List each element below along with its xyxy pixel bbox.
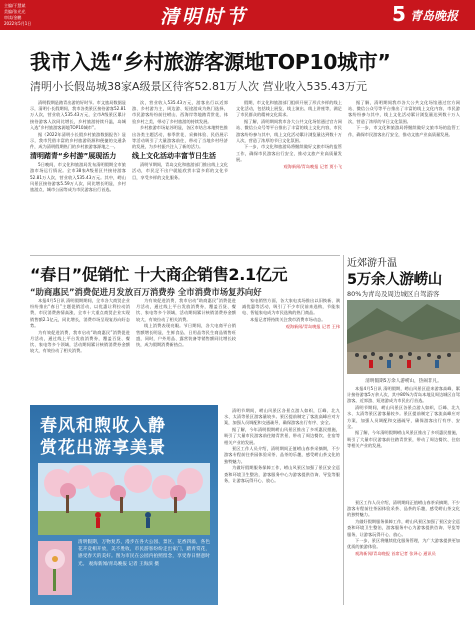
story3-column-1	[347, 386, 460, 498]
photo-feature	[30, 405, 218, 605]
paragraph: 清明节期间，崂山风景区各景点游人如织，巨峰、北九水、太清等景区游客量较多。景区提前制定了客流高峰应对方案，加强人员调配和交通疏导，确保游客出行有序、安全。	[224, 408, 340, 426]
paragraph: 为做好假期服务保障工作，崂山风景区加强了景区安全巡查和环境卫生整治，游客服务中心为游客提供咨询、导览等服务，让游客玩得开心、放心。	[224, 465, 340, 483]
feature-byline: 观海新闻/青岛晚报 记者 王海滨 摄	[88, 561, 159, 567]
story3-photo-caption: 清明假期5万余人游崂山，热闹非凡。	[365, 379, 442, 384]
paragraph: 据了解，今年清明假期崂山风景区推出了多项惠民措施，吸引了大量市民游客前往踏青赏景，带动了周边餐饮、住宿等相关产业的发展。	[224, 427, 340, 445]
story2-headline: “春日”促销忙 十大商企销售2.1亿元	[30, 265, 288, 284]
story2-subhead: “助商惠民”消费促进月发放百万消费券 全市消费市场复苏向好	[30, 287, 262, 297]
page-number: 5	[392, 2, 406, 26]
paragraph: 假期，市文化和旅游部门组织开展了形式多样的线上文化活动，包括线上展览、线上演出、线上讲座等，满足了市民群众的精神文化需求。	[236, 100, 342, 118]
lead-headline: 我市入选“乡村旅游客源地TOP10城市”	[30, 50, 391, 74]
paragraph: 本报记者将持续关注我市消费市场动态。	[250, 317, 326, 323]
paragraph: 据了解，清明期间我市各大公共文化场馆通过官方网站、微信公众号等平台推出了丰富的线上文化内容，市民游客纷纷参与其中，线上文化活动累计浏览量达到数十万人次，营造了浓厚的节日文化氛围。	[348, 100, 460, 124]
masthead	[0, 0, 475, 30]
paragraph: 为做好假期服务保障工作，崂山风景区加强了景区安全巡查和环境卫生整治，游客服务中心为游客提供咨询、导览等服务，让游客玩得开心、放心。	[347, 519, 460, 537]
feature-caption-text: 清明假期，万物复苏，漫步在各大公园、景区，花香四溢，各色花卉竞相开放，美不胜收，市民游客纷纷走出家门，踏青赏花，感受春天的美好。图为市民在公园内拍照留念，享受春日惬意时光。	[78, 540, 210, 567]
paragraph: 清明假期是踏青出游的好时节。市文旅局数据显示，清明小长假期间，我市各类景区接待游客52.81万人次，营业收入535.43万元，全市A级景区累计接待游客人次同比增长，乡村旅游持续升温，岛城入选“乡村旅游客源地TOP10城市”。	[30, 100, 126, 130]
newspaper-brand: 青岛晚报	[410, 9, 459, 23]
story3-headline: 5万余人游崂山	[347, 272, 442, 288]
paragraph: 为有效促进消费，我市启动“助商惠民”消费促进月活动，通过线上平台发放消费券，覆盖百货、餐饮、家电等多个领域，活动期间累计核销消费券金额较大，有效拉动了相关消费。	[30, 329, 130, 354]
story3-kicker: 近郊游升温	[347, 258, 397, 269]
paragraph: 清明节期间，青岛文化和旅游部门推出线上文化活动，市民足不出户就能欣赏丰富多彩的文化节目，享受多样的文化服务。	[132, 162, 228, 180]
story3-continuation-column	[224, 408, 340, 605]
designer-credit: 美编/张光光	[4, 9, 26, 14]
story3-subhead: 80%为青岛及周边城区自驾游客	[347, 290, 440, 298]
blossom-photo	[38, 463, 210, 535]
feature-title-line-1: 春风和煦收入静	[40, 416, 166, 436]
flower-thumbnail	[38, 541, 72, 595]
story2-column-1	[30, 298, 130, 402]
proofreader-credit: 审读/金鹏	[4, 15, 22, 20]
feature-title	[40, 415, 166, 459]
lead-subhead: 清明小长假岛城38家A级景区待客52.81万人次 营业收入535.43万元	[30, 80, 367, 93]
paragraph: 清明节期间，崂山风景区各景点游人如织，巨峰、北九水、太清等景区游客量较多。景区提前制定了客流高峰应对方案，加强人员调配和交通疏导，确保游客出行有序、安全。	[347, 405, 460, 429]
divider	[30, 255, 340, 256]
paragraph: 乡村旅游市场复苏明显，各区市结合本地特色推出各类主题活动，春季赏花、采摘体验、民俗展示等活动吸引了大量游客前往，带动了当地乡村经济的发展，为乡村振兴注入了新的活力。	[132, 125, 228, 149]
story2-byline: 观海新闻/青岛晚报 记者 王伟	[285, 323, 340, 329]
paragraph: 线上消费表现亮眼。节日期间，各大电商平台销售额增长明显，生鲜食品、日用品等民生商品销售旺盛，同时，户外用品、露营装备等销售额同比增长较快，成为假期消费新热点。	[136, 323, 236, 347]
paragraph: 景区工作人员介绍，清明期间正值崂山春茶采摘期，不少游客专程前往茶园体验采茶、品茶的乐趣，感受崂山茶文化的独特魅力。	[224, 446, 340, 464]
story3-byline: 观海新闻/青岛晚报 首席记者 张译心 通讯员	[355, 551, 436, 557]
story2-column-3	[242, 298, 340, 402]
paragraph: 5日晚间，市文化和旅游局发布清明假期全市旅游市场运行情况。全市38家A级景区共接待游客52.81万人次，营业收入535.43万元。其中，崂山风景区接待游客5.59万人次，同比增长明显，乡村旅游点、城市公园等成为市民游客出行首选。	[30, 162, 126, 192]
paragraph: 据了解，今年清明假期崂山风景区推出了多项惠民措施，吸引了大量市民游客前往踏青赏景，带动了周边餐饮、住宿等相关产业的发展。	[347, 430, 460, 448]
lead-byline: 观海新闻/青岛晚报 记者 贾小飞	[283, 163, 342, 169]
paragraph: 据了解，清明期间我市各大公共文化场馆通过官方网站、微信公众号等平台推出了丰富的线上文化内容，市民游客纷纷参与其中，线上文化活动累计浏览量达到数十万人次，营造了浓厚的节日文化氛围。	[236, 119, 342, 143]
paragraph: 为有效促进消费，我市启动“助商惠民”消费促进月活动，通过线上平台发放消费券，覆盖百货、餐饮、家电等多个领域，活动期间累计核销消费券金额较大，有效拉动了相关消费。	[136, 298, 236, 322]
laoshan-crowd-photo	[347, 300, 460, 374]
editor-credit: 主编/于慧斌	[4, 3, 26, 8]
feature-caption	[78, 539, 210, 568]
lead-section-heading: 线上文化活动丰富节日生活	[132, 152, 216, 161]
paragraph: 下一步，市文化和旅游局将继续做好文旅市场的监管工作，确保市民游客出行安全，推动文旅产业高质量发展。	[236, 144, 342, 162]
lead-column-2	[132, 100, 228, 250]
story2-column-2	[136, 298, 236, 402]
feature-title-line-2: 赏花出游享美景	[40, 438, 166, 458]
issue-date: 2022年5月1日	[4, 21, 32, 26]
paragraph: 本报4月5日讯 清明假期，崂山风景区迎来游客高峰，累计接待游客5万余人次，其中80%为青岛本地及周边城区自驾游客，近郊游、短途游成为市民出行首选。	[347, 386, 460, 404]
paragraph: 景区工作人员介绍，清明期间正值崂山春茶采摘期，不少游客专程前往茶园体验采茶、品茶的乐趣，感受崂山茶文化的独特魅力。	[347, 500, 460, 518]
lead-section-heading: 清明踏青“乡村游”展现活力	[30, 152, 117, 161]
paragraph: 据《2022年清明小长假乡村旅游数据报告》显示，我市凭借丰富的乡村旅游资源和便捷的交通条件，成为清明假期热门的乡村旅游客源地之一。	[30, 131, 126, 149]
lead-column-3	[236, 100, 342, 250]
paragraph: 本报4月5日讯 清明假期期间，全市各大商贸企业纷纷推出“春日”主题促销活动，以优惠让利拉动消费，市民消费热情高涨，全市十大重点商贸企业实现销售额2.1亿元，同比增长，消费市场呈现复苏向好态势。	[30, 298, 130, 328]
lead-column-1	[30, 100, 126, 250]
story3-column-2	[347, 500, 460, 605]
paragraph: 下一步，市文化和旅游局将继续做好文旅市场的监管工作，确保市民游客出行安全，推动文旅产业高质量发展。	[348, 125, 460, 137]
paragraph: 家电销售方面，各大家电卖场推出以旧换新、满减优惠等活动，吸引了不少市民前来选购，节能家电、智能家电成为市民选购的热门商品。	[242, 298, 340, 316]
divider	[343, 255, 344, 605]
masthead-credits	[4, 3, 68, 27]
section-title: 清明时节	[160, 6, 249, 28]
paragraph: 次，营业收入535.43万元，游客出行以近郊游、乡村游为主，周边游、短途游成为热门选择，市民游客纷纷前往崂山、西海岸等地踏青赏花，体验乡村之美，带动了乡村旅游的持续发展。	[132, 100, 228, 124]
lead-column-4	[348, 100, 460, 250]
paragraph: 下一步，景区将继续优化服务管理，为广大游客提供更加优质的旅游体验。	[347, 538, 460, 550]
